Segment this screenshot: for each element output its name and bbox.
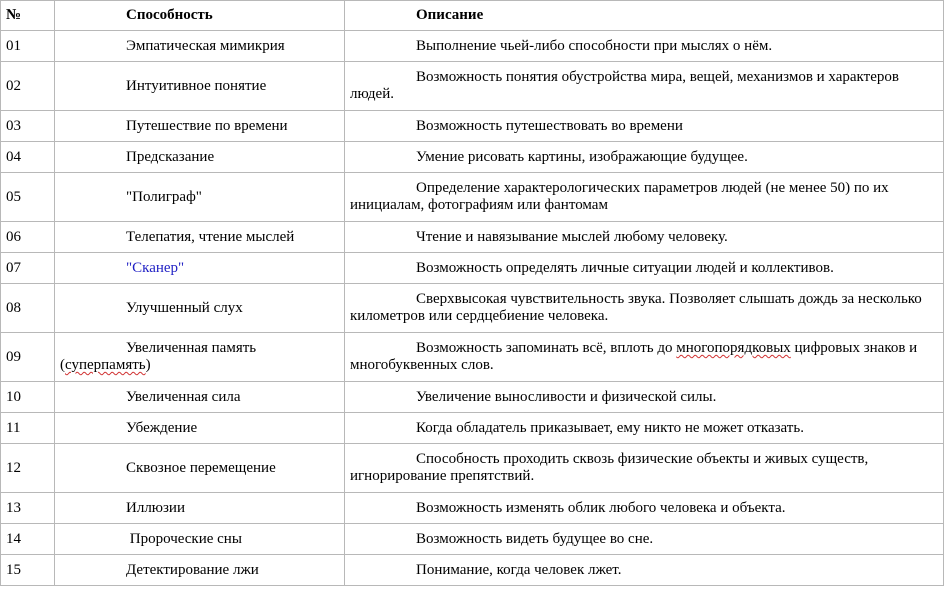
row-ability: Интуитивное понятие [55,62,345,111]
row-num: 05 [1,173,55,222]
table-row [1,142,944,173]
row-num: 08 [1,284,55,333]
row-description [345,333,944,382]
table-row [1,524,944,555]
row-ability: Детектирование лжи [55,555,345,586]
row-ability-paren-open: ( [60,357,65,373]
row-num: 13 [1,493,55,524]
row-description: Понимание, когда человек лжет. [345,555,944,586]
row-ability: Улучшенный слух [55,284,345,333]
row-num: 12 [1,444,55,493]
row-ability: Убеждение [55,413,345,444]
row-description: Способность проходить сквозь физические объекты и живых существ, игнорирование препятствий. [345,444,944,493]
row-num: 11 [1,413,55,444]
table-header-row [1,1,944,31]
row-description: Чтение и навязывание мыслей любому человеку. [345,222,944,253]
row-description: Возможность путешествовать во времени [345,111,944,142]
row-description-part: цифровых знаков и многобуквенных слов. [350,340,918,373]
header-ability: Способность [55,1,345,31]
row-num: 09 [1,333,55,382]
row-ability [55,333,345,382]
row-description: Определение характерологических параметров людей (не менее 50) по их инициалам, фотографиям или фантомам [345,173,944,222]
row-num: 01 [1,31,55,62]
table-row [1,173,944,222]
row-description: Возможность определять личные ситуации людей и коллективов. [345,253,944,284]
row-ability: Иллюзии [55,493,345,524]
row-description: Когда обладатель приказывает, ему никто не может отказать. [345,413,944,444]
row-ability: "Полиграф" [55,173,345,222]
header-description: Описание [345,1,944,31]
row-num: 07 [1,253,55,284]
row-num: 04 [1,142,55,173]
row-description: Умение рисовать картины, изображающие будущее. [345,142,944,173]
row-description: Выполнение чьей-либо способности при мыслях о нём. [345,31,944,62]
table-row [1,333,944,382]
table-row [1,111,944,142]
row-ability-main: Увеличенная память [126,340,257,356]
table-row [1,493,944,524]
spellcheck-word: многопорядковых [676,340,791,356]
row-description-part: Возможность запоминать всё, вплоть до [416,340,677,356]
row-description: Возможность видеть будущее во сне. [345,524,944,555]
row-ability-paren-close: ) [145,357,151,373]
row-num: 10 [1,382,55,413]
row-description: Возможность изменять облик любого человека и объекта. [345,493,944,524]
row-description: Возможность понятия обустройства мира, вещей, механизмов и характеров людей. [345,62,944,111]
row-num: 06 [1,222,55,253]
row-description: Сверхвысокая чувствительность звука. Позволяет слышать дождь за несколько километров или сердцебиение человека. [345,284,944,333]
table-row [1,222,944,253]
table-row [1,284,944,333]
table-row [1,31,944,62]
row-ability: Сквозное перемещение [55,444,345,493]
spellcheck-word: суперпамять [65,357,146,373]
row-ability: Увеличенная сила [55,382,345,413]
table-row [1,444,944,493]
row-num: 03 [1,111,55,142]
row-description: Увеличение выносливости и физической силы. [345,382,944,413]
row-num: 14 [1,524,55,555]
row-ability: Телепатия, чтение мыслей [55,222,345,253]
row-num: 15 [1,555,55,586]
row-num: 02 [1,62,55,111]
table-row [1,382,944,413]
header-num: № [1,1,55,31]
row-ability-link[interactable]: "Сканер" [55,253,345,284]
row-ability: Путешествие по времени [55,111,345,142]
table-row [1,62,944,111]
row-ability: Пророческие сны [55,524,345,555]
row-ability: Предсказание [55,142,345,173]
row-ability: Эмпатическая мимикрия [55,31,345,62]
table-row [1,253,944,284]
table-row [1,413,944,444]
table-row [1,555,944,586]
